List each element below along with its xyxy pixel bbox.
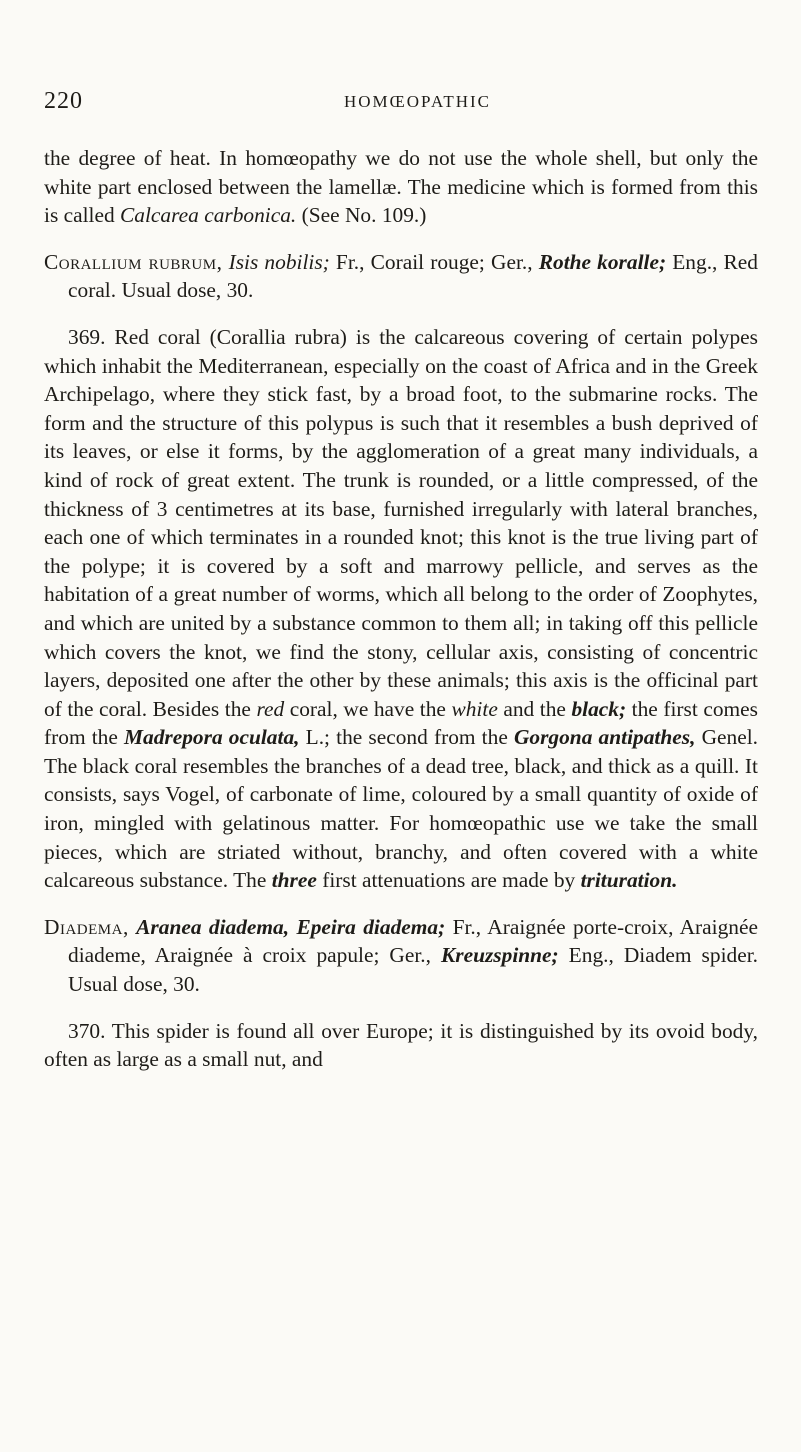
- italic-term: white: [451, 696, 498, 721]
- page-number: 220: [44, 88, 83, 114]
- text-run: the first comes from the: [44, 696, 758, 750]
- text-run: (See No. 109.): [296, 203, 427, 228]
- paragraph-370: [44, 1017, 758, 1074]
- paragraph-continued: [44, 144, 758, 230]
- text-run: L.; the second from the: [299, 725, 514, 750]
- text-run: Fr., Araignée porte-croix, Araignée diademe, Araignée à croix papule; Ger.,: [68, 914, 758, 968]
- text-run: first attenuations are made by: [316, 868, 581, 893]
- entry-corallium-rubrum: [44, 248, 758, 305]
- text-run: coral, we have the: [284, 696, 452, 721]
- text-run: the degree of heat. In homœopathy we do not use the whole shell, but only the white part enclosed between the lamellæ. The medicine which is formed from this is called: [44, 146, 758, 228]
- italic-term: Calcarea carbonica.: [120, 203, 297, 228]
- german-name: Kreuzspinne;: [441, 943, 559, 968]
- italic-term: three: [271, 868, 317, 893]
- text-run: Eng., Red coral. Usual dose, 30.: [68, 249, 758, 303]
- paragraph-369: [44, 323, 758, 895]
- italic-term: red: [256, 696, 285, 721]
- text-run: Eng., Diadem spider. Usual dose, 30.: [68, 943, 758, 997]
- text-run: Genel. The black coral resembles the branches of a dead tree, black, and thick as a quill. It consists, says Vogel, of carbonate of lime, coloured by a small quantity of oxide of iron, mingled with gelatinous matter. For homœopathic use we take the small pieces, which are striated without, branchy, and often covered with a white calcareous substance. The: [44, 725, 758, 893]
- running-head: HOMŒOPATHIC: [344, 92, 492, 111]
- entry-heading: Diadema,: [44, 914, 129, 939]
- text-run: and the: [497, 696, 572, 721]
- italic-term: Aranea diadema, Epeira diadema;: [136, 914, 446, 939]
- page-header: [44, 88, 757, 118]
- entry-diadema: [44, 913, 758, 999]
- italic-term: Gorgona antipathes,: [513, 725, 696, 750]
- italic-term: Isis nobilis;: [228, 249, 330, 274]
- text-run: Fr., Corail rouge; Ger.,: [329, 249, 539, 274]
- text-run: 370. This spider is found all over Europe; it is distinguished by its ovoid body, often as large as a small nut, and: [44, 1018, 758, 1072]
- italic-term: Madrepora oculata,: [124, 725, 300, 750]
- italic-term: black;: [571, 696, 627, 721]
- german-name: Rothe koralle;: [538, 249, 667, 274]
- text-run: 369. Red coral (Corallia rubra) is the calcareous covering of certain polypes which inhabit the Mediterranean, especially on the coast of Africa and in the Greek Archipelago, where they stick fast, by a broad foot, to the submarine rocks. The form and the structure of this polypus is such that it resembles a bush deprived of its leaves, or else it forms, by the agglomeration of a great many individuals, a kind of rock of great extent. The trunk is rounded, or a little compressed, of the thickness of 3 centimetres at its base, furnished irregularly with lateral branches, each one of which terminates in a rounded knot; this knot is the true living part of the polype; it is covered by a soft and marrowy pellicle, and serves as the habitation of a great number of worms, which all belong to the order of Zoophytes, and which are united by a substance common to them all; in taking off this pellicle which covers the knot, we find the stony, cellular axis, consisting of concentric layers, deposited one after the other by these animals; this axis is the officinal part of the coral. Besides the: [44, 324, 758, 721]
- italic-term: trituration.: [580, 868, 678, 893]
- entry-heading: Corallium rubrum,: [44, 249, 223, 274]
- page-body: [44, 144, 758, 1074]
